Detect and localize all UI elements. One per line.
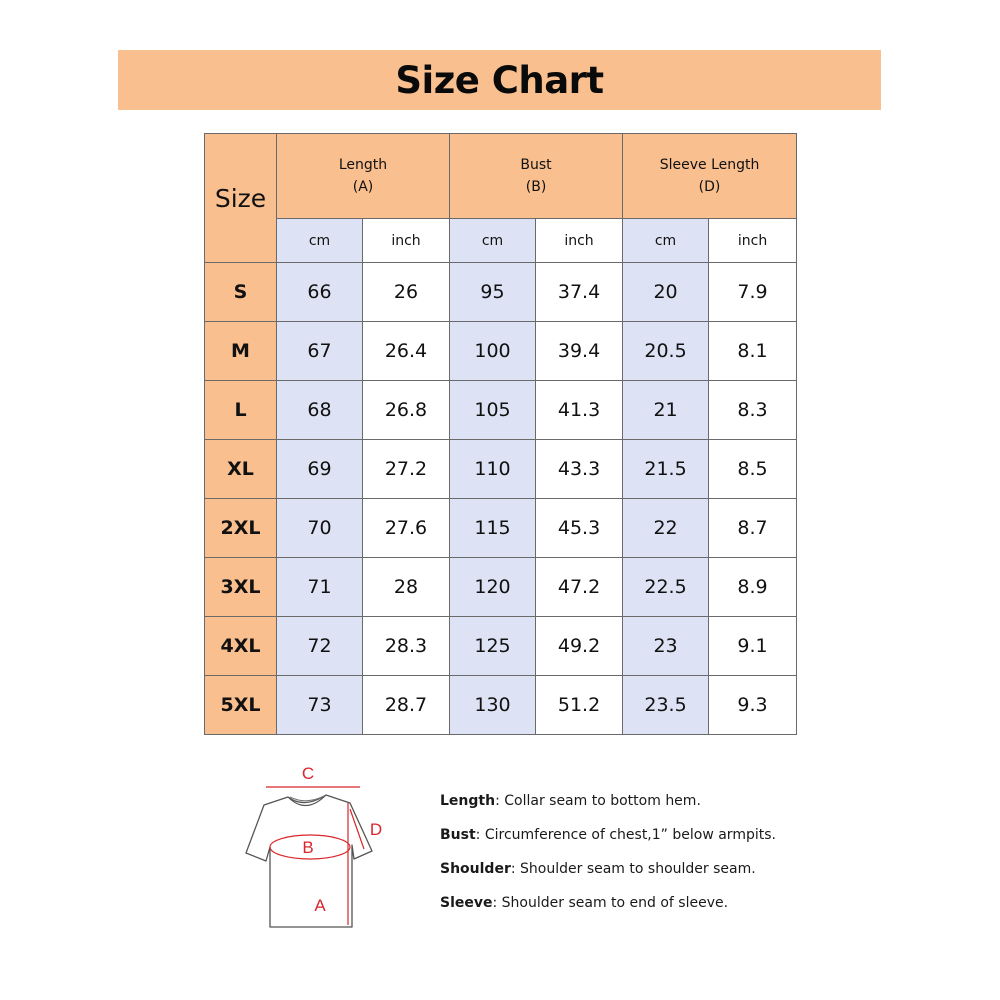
note-term: Bust (440, 827, 476, 843)
value-cell: 9.1 (709, 617, 797, 676)
value-cell: 9.3 (709, 676, 797, 735)
value-cell: 26.4 (363, 322, 450, 381)
length-header (277, 134, 450, 219)
note-length (440, 788, 860, 822)
tshirt-measurement-icon (240, 755, 410, 935)
note-term: Sleeve (440, 895, 493, 911)
unit-header: inch (709, 219, 797, 263)
note-term: Length (440, 793, 496, 809)
tshirt-outline (246, 795, 372, 927)
value-cell: 20 (623, 263, 709, 322)
size-cell: 5XL (205, 676, 277, 735)
value-cell: 69 (277, 440, 363, 499)
title-banner (118, 50, 881, 110)
group-code: (B) (525, 179, 547, 195)
table-row (205, 381, 797, 440)
value-cell: 49.2 (536, 617, 623, 676)
value-cell: 72 (277, 617, 363, 676)
value-cell: 26 (363, 263, 450, 322)
value-cell: 39.4 (536, 322, 623, 381)
value-cell: 67 (277, 322, 363, 381)
value-cell: 23.5 (623, 676, 709, 735)
label-a: A (314, 896, 326, 915)
note-text: : Circumference of chest,1” below armpits. (475, 827, 776, 843)
table-row (205, 263, 797, 322)
unit-header: cm (277, 219, 363, 263)
note-text: : Shoulder seam to shoulder seam. (510, 861, 756, 877)
value-cell: 71 (277, 558, 363, 617)
table-row (205, 617, 797, 676)
value-cell: 51.2 (536, 676, 623, 735)
value-cell: 28 (363, 558, 450, 617)
value-cell: 8.5 (709, 440, 797, 499)
value-cell: 130 (450, 676, 536, 735)
group-name: Bust (520, 157, 552, 173)
value-cell: 120 (450, 558, 536, 617)
value-cell: 8.1 (709, 322, 797, 381)
unit-header: cm (623, 219, 709, 263)
bust-header (450, 134, 623, 219)
table-row (205, 558, 797, 617)
value-cell: 115 (450, 499, 536, 558)
table-row (205, 322, 797, 381)
value-cell: 27.2 (363, 440, 450, 499)
tshirt-diagram (240, 755, 410, 935)
value-cell: 7.9 (709, 263, 797, 322)
label-c: C (301, 764, 315, 783)
value-cell: 8.9 (709, 558, 797, 617)
value-cell: 28.3 (363, 617, 450, 676)
size-cell: 4XL (205, 617, 277, 676)
value-cell: 8.7 (709, 499, 797, 558)
size-header: Size (205, 134, 277, 263)
note-shoulder (440, 856, 860, 890)
value-cell: 22 (623, 499, 709, 558)
unit-header: inch (363, 219, 450, 263)
group-code: (A) (352, 179, 374, 195)
group-code: (D) (698, 179, 721, 195)
size-cell: 2XL (205, 499, 277, 558)
value-cell: 100 (450, 322, 536, 381)
value-cell: 66 (277, 263, 363, 322)
value-cell: 68 (277, 381, 363, 440)
unit-header: cm (450, 219, 536, 263)
note-term: Shoulder (440, 861, 511, 877)
unit-header-row (205, 219, 797, 263)
size-cell: M (205, 322, 277, 381)
value-cell: 73 (277, 676, 363, 735)
value-cell: 8.3 (709, 381, 797, 440)
value-cell: 105 (450, 381, 536, 440)
size-rows (205, 263, 797, 735)
label-d: D (369, 820, 383, 839)
measurement-notes (440, 788, 860, 924)
value-cell: 27.6 (363, 499, 450, 558)
value-cell: 20.5 (623, 322, 709, 381)
size-cell: 3XL (205, 558, 277, 617)
group-name: Length (338, 157, 388, 173)
table-row (205, 440, 797, 499)
value-cell: 70 (277, 499, 363, 558)
value-cell: 47.2 (536, 558, 623, 617)
value-cell: 45.3 (536, 499, 623, 558)
value-cell: 110 (450, 440, 536, 499)
group-name: Sleeve Length (659, 157, 760, 173)
group-header-row (205, 134, 797, 219)
label-b: B (302, 838, 314, 857)
size-cell: XL (205, 440, 277, 499)
value-cell: 23 (623, 617, 709, 676)
value-cell: 22.5 (623, 558, 709, 617)
value-cell: 28.7 (363, 676, 450, 735)
size-cell: L (205, 381, 277, 440)
sleeve-length-header (623, 134, 797, 219)
value-cell: 37.4 (536, 263, 623, 322)
value-cell: 26.8 (363, 381, 450, 440)
value-cell: 95 (450, 263, 536, 322)
note-bust (440, 822, 860, 856)
page-title: Size Chart (395, 58, 604, 102)
size-cell: S (205, 263, 277, 322)
note-sleeve (440, 890, 860, 924)
unit-header: inch (536, 219, 623, 263)
note-text: : Shoulder seam to end of sleeve. (492, 895, 729, 911)
value-cell: 21 (623, 381, 709, 440)
note-text: : Collar seam to bottom hem. (495, 793, 701, 809)
table-row (205, 676, 797, 735)
value-cell: 41.3 (536, 381, 623, 440)
value-cell: 43.3 (536, 440, 623, 499)
table-row (205, 499, 797, 558)
size-table (204, 133, 797, 735)
value-cell: 21.5 (623, 440, 709, 499)
value-cell: 125 (450, 617, 536, 676)
